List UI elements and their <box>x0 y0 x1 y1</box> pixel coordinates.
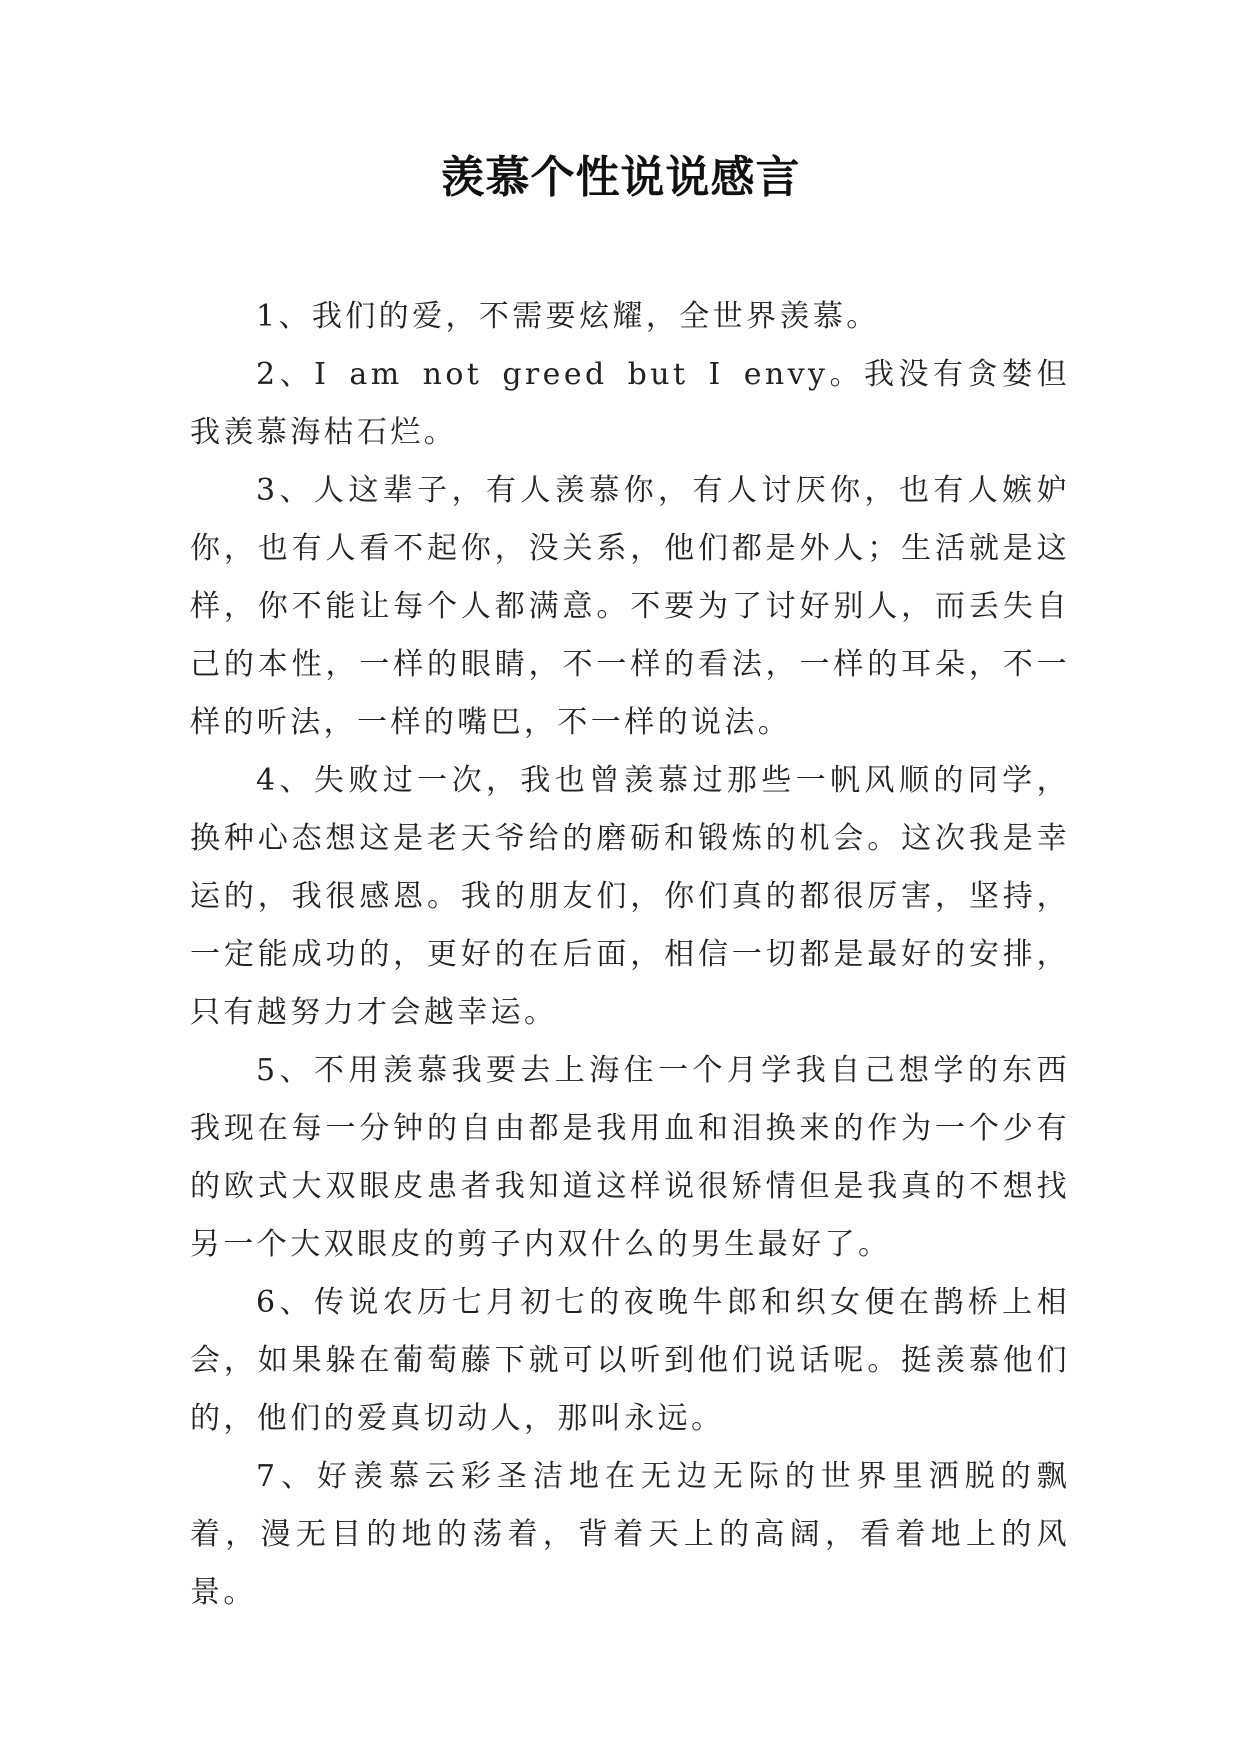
paragraph-5: 5、不用羡慕我要去上海住一个月学我自己想学的东西我现在每一分钟的自由都是我用血和泪换来的作为一个少有的欧式大双眼皮患者我知道这样说很矫情但是我真的不想找另一个大双眼皮的剪子内双什么的男生最好了。 <box>190 1053 1070 1262</box>
document-body <box>190 288 1070 1622</box>
paragraph-1: 1、我们的爱，不需要炫耀，全世界羡慕。 <box>256 299 880 334</box>
paragraph-7: 7、好羡慕云彩圣洁地在无边无际的世界里洒脱的飘着，漫无目的地的荡着，背着天上的高阔，看着地上的风景。 <box>190 1459 1070 1610</box>
paragraph-4: 4、失败过一次，我也曾羡慕过那些一帆风顺的同学，换种心态想这是老天爷给的磨砺和锻炼的机会。这次我是幸运的，我很感恩。我的朋友们，你们真的都很厉害，坚持，一定能成功的，更好的在后面，相信一切都是最好的安排，只有越努力才会越幸运。 <box>190 763 1070 1030</box>
paragraph-2: 2、I am not greed but I envy。我没有贪婪但我羡慕海枯石烂。 <box>190 357 1070 450</box>
paragraph-3: 3、人这辈子，有人羡慕你，有人讨厌你，也有人嫉妒你，也有人看不起你，没关系，他们都是外人；生活就是这样，你不能让每个人都满意。不要为了讨好别人，而丢失自己的本性，一样的眼睛，不一样的看法，一样的耳朵，不一样的听法，一样的嘴巴，不一样的说法。 <box>190 473 1070 740</box>
paragraph-6: 6、传说农历七月初七的夜晚牛郎和织女便在鹊桥上相会，如果躲在葡萄藤下就可以听到他们说话呢。挺羡慕他们的，他们的爱真切动人，那叫永远。 <box>190 1285 1070 1436</box>
page-title: 羡慕个性说说感言 <box>440 152 801 203</box>
